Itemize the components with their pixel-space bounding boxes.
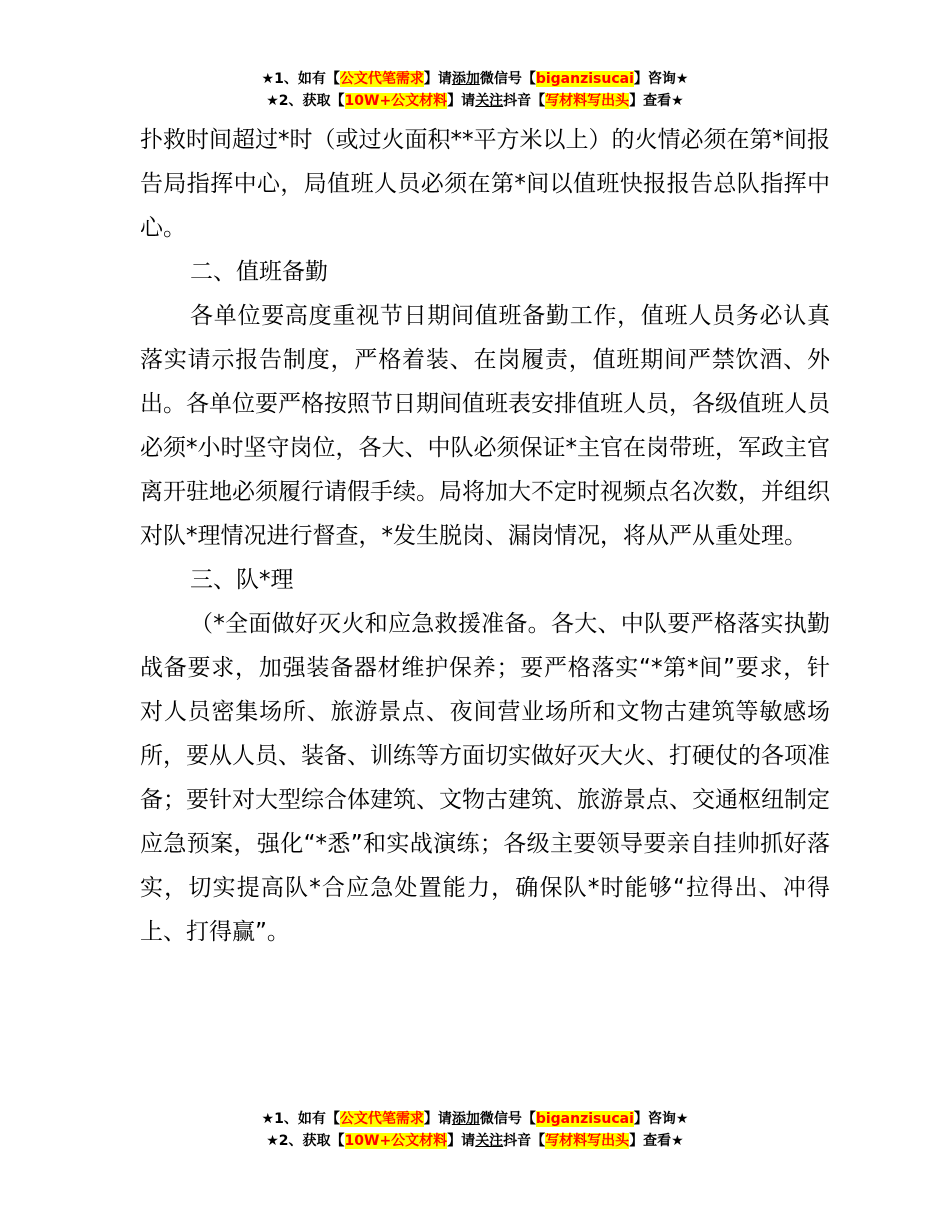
banner-text: 】请: [423, 71, 452, 87]
banner-text: ★1、如有【: [261, 1111, 340, 1127]
header-banner: [0, 68, 950, 112]
banner-text: 】咨询★: [633, 71, 689, 87]
banner-text: 抖音【: [503, 93, 546, 109]
highlight-text: 10W+公文材料: [344, 1133, 448, 1149]
banner-text: ★2、获取【: [266, 1133, 345, 1149]
paragraph: 扑救时间超过*时（或过火面积**平方米以上）的火情必须在第*间报告局指挥中心，局值班人员必须在第*间以值班快报报告总队指挥中心。: [140, 127, 830, 241]
banner-text: 】请: [447, 93, 476, 109]
banner-text: ★2、获取【: [266, 93, 345, 109]
banner-text: 】请: [423, 1111, 452, 1127]
banner-text: 微信号【: [479, 71, 536, 87]
highlight-text: 公文代笔需求: [339, 1111, 424, 1127]
banner-text: ★1、如有【: [261, 71, 340, 87]
highlight-text: 公文代笔需求: [339, 71, 424, 87]
highlight-text: 写材料写出头: [545, 93, 630, 109]
highlight-text: 写材料写出头: [545, 1133, 630, 1149]
document-body: [140, 118, 830, 954]
banner-text: 】咨询★: [633, 1111, 689, 1127]
banner-text: 抖音【: [503, 1133, 546, 1149]
paragraph: （*全面做好灭火和应急救援准备。各大、中队要严格落实执勤战备要求，加强装备器材维护保养；要严格落实“*第*间”要求，针对人员密集场所、旅游景点、夜间营业场所和文物古建筑等敏感场所，要从人员、装备、训练等方面切实做好灭大火、打硬仗的各项准备；要针对大型综合体建筑、文物古建筑、旅游景点、交通枢纽制定应急预案，强化“*悉”和实战演练；各级主要领导要亲自挂帅抓好落实，切实提高队*合应急处置能力，确保队*时能够“拉得出、冲得上、打得赢”。: [140, 611, 830, 945]
underlined-text: 添加: [451, 71, 480, 87]
banner-line-2: [0, 1130, 950, 1152]
banner-text: 】请: [447, 1133, 476, 1149]
underlined-text: 添加: [451, 1111, 480, 1127]
banner-text: 微信号【: [479, 1111, 536, 1127]
highlight-text: biganzisucai: [535, 1111, 634, 1127]
banner-line-2: [0, 90, 950, 112]
highlight-text: 10W+公文材料: [344, 93, 448, 109]
paragraph: 各单位要高度重视节日期间值班备勤工作，值班人员务必认真落实请示报告制度，严格着装、在岗履责，值班期间严禁饮酒、外出。各单位要严格按照节日期间值班表安排值班人员，各级值班人员必须*小时坚守岗位，各大、中队必须保证*主官在岗带班，军政主官离开驻地必须履行请假手续。局将加大不定时视频点名次数，并组织对队*理情况进行督查，*发生脱岗、漏岗情况，将从严从重处理。: [140, 303, 830, 549]
banner-line-1: [0, 1108, 950, 1130]
banner-text: 】查看★: [629, 1133, 684, 1149]
banner-text: 】查看★: [629, 93, 684, 109]
footer-banner: [0, 1108, 950, 1152]
section-heading: 三、队*理: [190, 567, 294, 593]
highlight-text: biganzisucai: [535, 71, 634, 87]
section-heading: 二、值班备勤: [190, 259, 328, 285]
underlined-text: 关注: [475, 1133, 504, 1149]
underlined-text: 关注: [475, 93, 504, 109]
banner-line-1: [0, 68, 950, 90]
